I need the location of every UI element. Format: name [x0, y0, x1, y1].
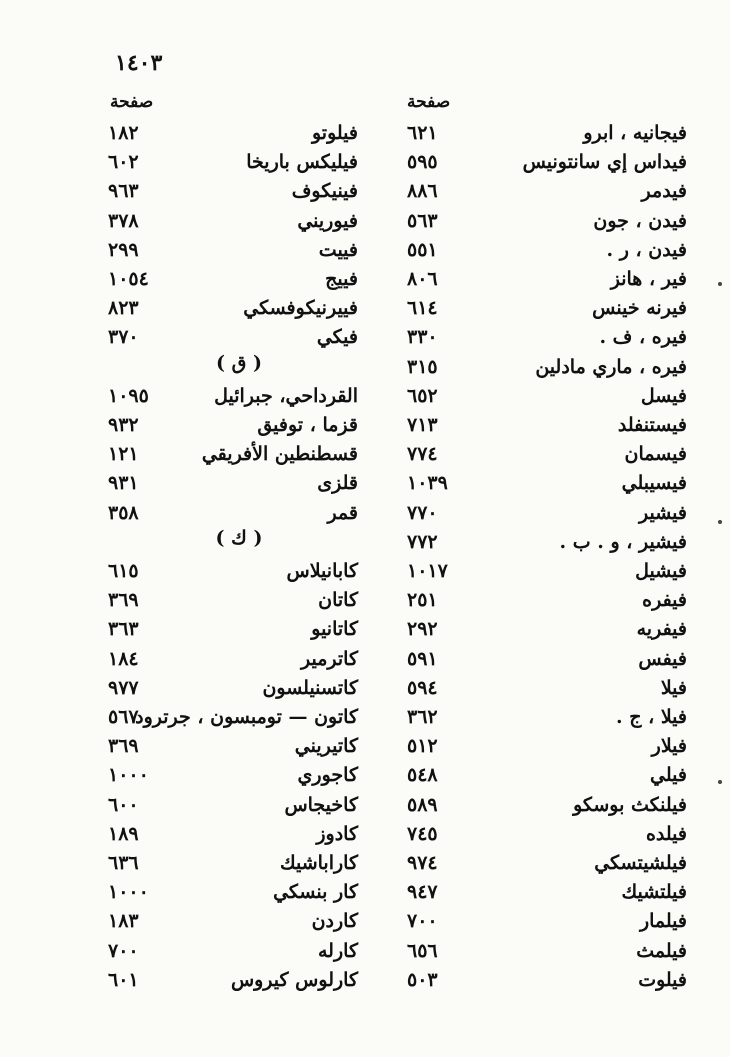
entry-page-number: ٦٠٢: [108, 151, 139, 174]
entry-page-number: ١٠٥٤: [108, 268, 149, 290]
entry-page-number: ٧٠٠: [108, 939, 139, 962]
entry-name: فيفس: [638, 647, 687, 670]
entry-page-number: ٢٩٩: [108, 238, 139, 261]
entry-name: فينيكوف: [291, 180, 358, 203]
entry-page-number: ٢٩٢: [407, 618, 438, 641]
index-entry: [108, 322, 358, 352]
entry-name: فيدن ، ر .: [606, 238, 687, 261]
entry-page-number: ٦٥٦: [407, 939, 438, 962]
index-entry: [407, 819, 687, 849]
entry-name: كاراباشيك: [279, 852, 358, 874]
index-entry: [108, 848, 358, 878]
entry-name: فييرنيكوفسكي: [243, 297, 358, 320]
index-entry: [407, 673, 687, 703]
entry-name: فيوريني: [297, 209, 358, 232]
index-entry: [108, 468, 358, 498]
entry-page-number: ٦١٥: [108, 560, 139, 582]
section-heading: ( ك ): [215, 526, 263, 549]
entry-page-number: ١٠١٧: [407, 560, 448, 582]
index-entry: [108, 498, 358, 528]
entry-page-number: ٩٦٣: [108, 180, 139, 203]
index-entry: [407, 498, 687, 528]
entry-page-number: ١٨٢: [108, 122, 139, 144]
entry-name: كاتون — تومبسون ، جرترود: [135, 706, 358, 728]
margin-mark: [718, 780, 722, 784]
entry-name: فيفريه: [636, 618, 687, 641]
index-entry: [108, 877, 358, 907]
entry-name: فيلده: [645, 822, 687, 845]
entry-page-number: ٩٤٧: [407, 881, 438, 904]
index-entry: [407, 585, 687, 615]
entry-page-number: ٥٩١: [407, 647, 438, 670]
entry-name: كاتانيو: [311, 618, 358, 641]
index-entry: [407, 468, 687, 498]
entry-page-number: ١٨٣: [108, 910, 139, 933]
index-entry: [108, 410, 358, 440]
index-entry: [407, 760, 687, 790]
entry-page-number: ٦٥٢: [407, 384, 438, 407]
entry-page-number: ٣٣٠: [407, 326, 438, 349]
index-entry: [108, 176, 358, 206]
index-entry: [407, 936, 687, 966]
index-entry: [108, 206, 358, 236]
entry-name: فيسل: [640, 384, 687, 407]
entry-page-number: ١٠٩٥: [108, 384, 149, 407]
index-entry: [108, 936, 358, 966]
entry-name: فييت: [318, 238, 358, 261]
index-entry: [108, 906, 358, 936]
entry-page-number: ٦٣٦: [108, 852, 139, 874]
index-entry: [407, 264, 687, 294]
entry-page-number: ٥٥١: [407, 238, 438, 261]
entry-page-number: ٧٠٠: [407, 910, 438, 933]
entry-page-number: ٥٨٩: [407, 793, 438, 816]
index-entry: [108, 644, 358, 674]
entry-page-number: ٢٥١: [407, 589, 438, 612]
index-entry: [407, 965, 687, 995]
entry-page-number: ٣٧٨: [108, 209, 139, 232]
index-entry: [407, 206, 687, 236]
index-entry: [108, 614, 358, 644]
index-entry: [108, 585, 358, 615]
entry-name: فيدن ، جون: [593, 209, 687, 232]
entry-name: فيلار: [651, 735, 687, 758]
index-entry: [407, 527, 687, 557]
index-entry: [407, 410, 687, 440]
entry-name: فيسيبلي: [621, 472, 687, 495]
index-entry: [108, 118, 358, 148]
entry-page-number: ٥٩٥: [407, 151, 438, 174]
index-entry: [108, 264, 358, 294]
entry-name: فيلشيتسكي: [594, 852, 687, 874]
column-header-left: صفحة: [110, 92, 154, 112]
index-entry: [407, 848, 687, 878]
index-entry: [108, 790, 358, 820]
entry-page-number: ٥٩٤: [407, 676, 438, 699]
entry-name: قسطنطين الأفريقي: [201, 443, 358, 466]
entry-page-number: ٨٨٦: [407, 180, 438, 203]
index-entry: [108, 819, 358, 849]
entry-name: فيلتشيك: [621, 881, 687, 904]
entry-name: فيكي: [316, 326, 358, 349]
entry-name: فيلا: [660, 676, 687, 699]
entry-name: فيلوت: [638, 968, 687, 991]
entry-name: فيجانيه ، ابرو: [583, 122, 687, 144]
entry-page-number: ٦٢١: [407, 122, 438, 144]
entry-page-number: ٣٦٢: [407, 706, 438, 728]
entry-name: فيستنفلد: [617, 414, 687, 436]
entry-name: فيلمار: [639, 910, 687, 933]
index-entry: [108, 381, 358, 411]
entry-name: فير ، هانز: [610, 268, 687, 290]
entry-page-number: ٥١٢: [407, 735, 438, 758]
entry-page-number: ٩٧٤: [407, 852, 438, 874]
entry-name: فيشير ، و . ب .: [559, 530, 687, 553]
entry-name: فيدمر: [641, 180, 687, 203]
index-entry: [407, 322, 687, 352]
entry-name: كابانيلاس: [286, 560, 358, 582]
entry-page-number: ٣٦٩: [108, 589, 139, 612]
entry-name: كاجوري: [297, 764, 358, 787]
entry-name: فيلنكث بوسكو: [573, 793, 687, 816]
entry-name: فيشير: [639, 501, 687, 524]
entry-page-number: ٥٠٣: [407, 968, 438, 991]
index-entry: [407, 644, 687, 674]
index-entry: [108, 293, 358, 323]
entry-name: كاتسنيلسون: [262, 676, 358, 699]
entry-name: قزما ، توفيق: [257, 414, 358, 436]
entry-name: كار بنسكي: [273, 881, 358, 904]
entry-page-number: ٦٠٠: [108, 793, 139, 816]
entry-name: فيشيل: [635, 560, 687, 582]
index-entry: [407, 235, 687, 265]
index-entry: [108, 673, 358, 703]
entry-name: فيداس إي سانتونيس: [522, 151, 687, 174]
entry-name: فيلمث: [636, 939, 687, 962]
index-entry: [407, 614, 687, 644]
entry-name: كاخيجاس: [284, 793, 358, 816]
margin-mark: [718, 520, 722, 524]
entry-page-number: ٨٢٣: [108, 297, 139, 320]
entry-name: فيلوتو: [311, 122, 358, 144]
entry-page-number: ٦٠١: [108, 968, 139, 991]
index-entry: [108, 556, 358, 586]
entry-page-number: ٥٤٨: [407, 764, 438, 787]
entry-page-number: ٣٥٨: [108, 501, 139, 524]
entry-name: فيره ، ماري مادلين: [535, 355, 687, 378]
entry-name: فيسمان: [624, 443, 687, 466]
entry-name: كاردن: [311, 910, 358, 933]
entry-name: فيليكس باريخا: [246, 151, 358, 174]
index-entry: [407, 176, 687, 206]
entry-page-number: ١٠٠٠: [108, 764, 149, 787]
entry-name: كارله: [318, 939, 358, 962]
entry-page-number: ١٨٤: [108, 647, 139, 670]
entry-page-number: ٣٦٩: [108, 735, 139, 758]
entry-page-number: ١٨٩: [108, 822, 139, 845]
entry-page-number: ١٠٠٠: [108, 881, 149, 904]
entry-page-number: ٨٠٦: [407, 268, 438, 290]
entry-page-number: ٧١٣: [407, 414, 438, 436]
entry-name: كاتيريني: [294, 735, 358, 758]
index-entry: [407, 118, 687, 148]
entry-page-number: ٣١٥: [407, 355, 438, 378]
index-entry: [407, 293, 687, 323]
index-entry: [407, 439, 687, 469]
entry-page-number: ٦١٤: [407, 297, 438, 320]
entry-page-number: ٩٣٢: [108, 414, 139, 436]
index-entry: [108, 147, 358, 177]
entry-page-number: ١٢١: [108, 443, 139, 466]
index-entry: [407, 381, 687, 411]
entry-page-number: ٧٧٢: [407, 530, 438, 553]
entry-page-number: ٥٦٣: [407, 209, 438, 232]
index-entry: [108, 439, 358, 469]
index-entry: [407, 556, 687, 586]
section-heading: ( ق ): [216, 351, 262, 374]
column-header-right: صفحة: [407, 92, 451, 112]
entry-page-number: ٥٦٧: [108, 706, 139, 728]
index-entry: [407, 877, 687, 907]
index-entry: [108, 702, 358, 732]
entry-page-number: ٧٧٠: [407, 501, 438, 524]
entry-name: قلزى: [317, 472, 358, 495]
index-entry: [108, 731, 358, 761]
index-entry: [407, 731, 687, 761]
index-entry: [407, 147, 687, 177]
entry-name: فيره ، ف .: [599, 326, 687, 349]
entry-page-number: ٣٧٠: [108, 326, 139, 349]
index-entry: [407, 906, 687, 936]
margin-mark: [718, 282, 722, 286]
entry-name: كاتان: [318, 589, 358, 612]
index-entry: [407, 352, 687, 382]
entry-name: كارلوس كيروس: [230, 968, 358, 991]
entry-name: فيرنه خينس: [592, 297, 687, 320]
entry-name: قمر: [327, 501, 358, 524]
entry-name: فييج: [325, 268, 358, 290]
entry-name: كادوز: [316, 822, 358, 845]
index-entry: [407, 702, 687, 732]
entry-name: فيلي: [650, 764, 687, 787]
index-entry: [108, 965, 358, 995]
index-entry: [407, 790, 687, 820]
entry-page-number: ٧٤٥: [407, 822, 438, 845]
index-entry: [108, 760, 358, 790]
entry-page-number: ٩٣١: [108, 472, 139, 495]
entry-name: فيلا ، ج .: [615, 706, 687, 728]
page-number: ١٤٠٣: [115, 50, 163, 76]
entry-page-number: ٧٧٤: [407, 443, 438, 466]
index-entry: [108, 235, 358, 265]
entry-page-number: ١٠٣٩: [407, 472, 448, 495]
entry-name: فيفره: [642, 589, 687, 612]
entry-page-number: ٩٧٧: [108, 676, 139, 699]
entry-page-number: ٣٦٣: [108, 618, 139, 641]
entry-name: كاترمير: [301, 647, 358, 670]
entry-name: القرداحي، جبرائيل: [214, 384, 358, 407]
